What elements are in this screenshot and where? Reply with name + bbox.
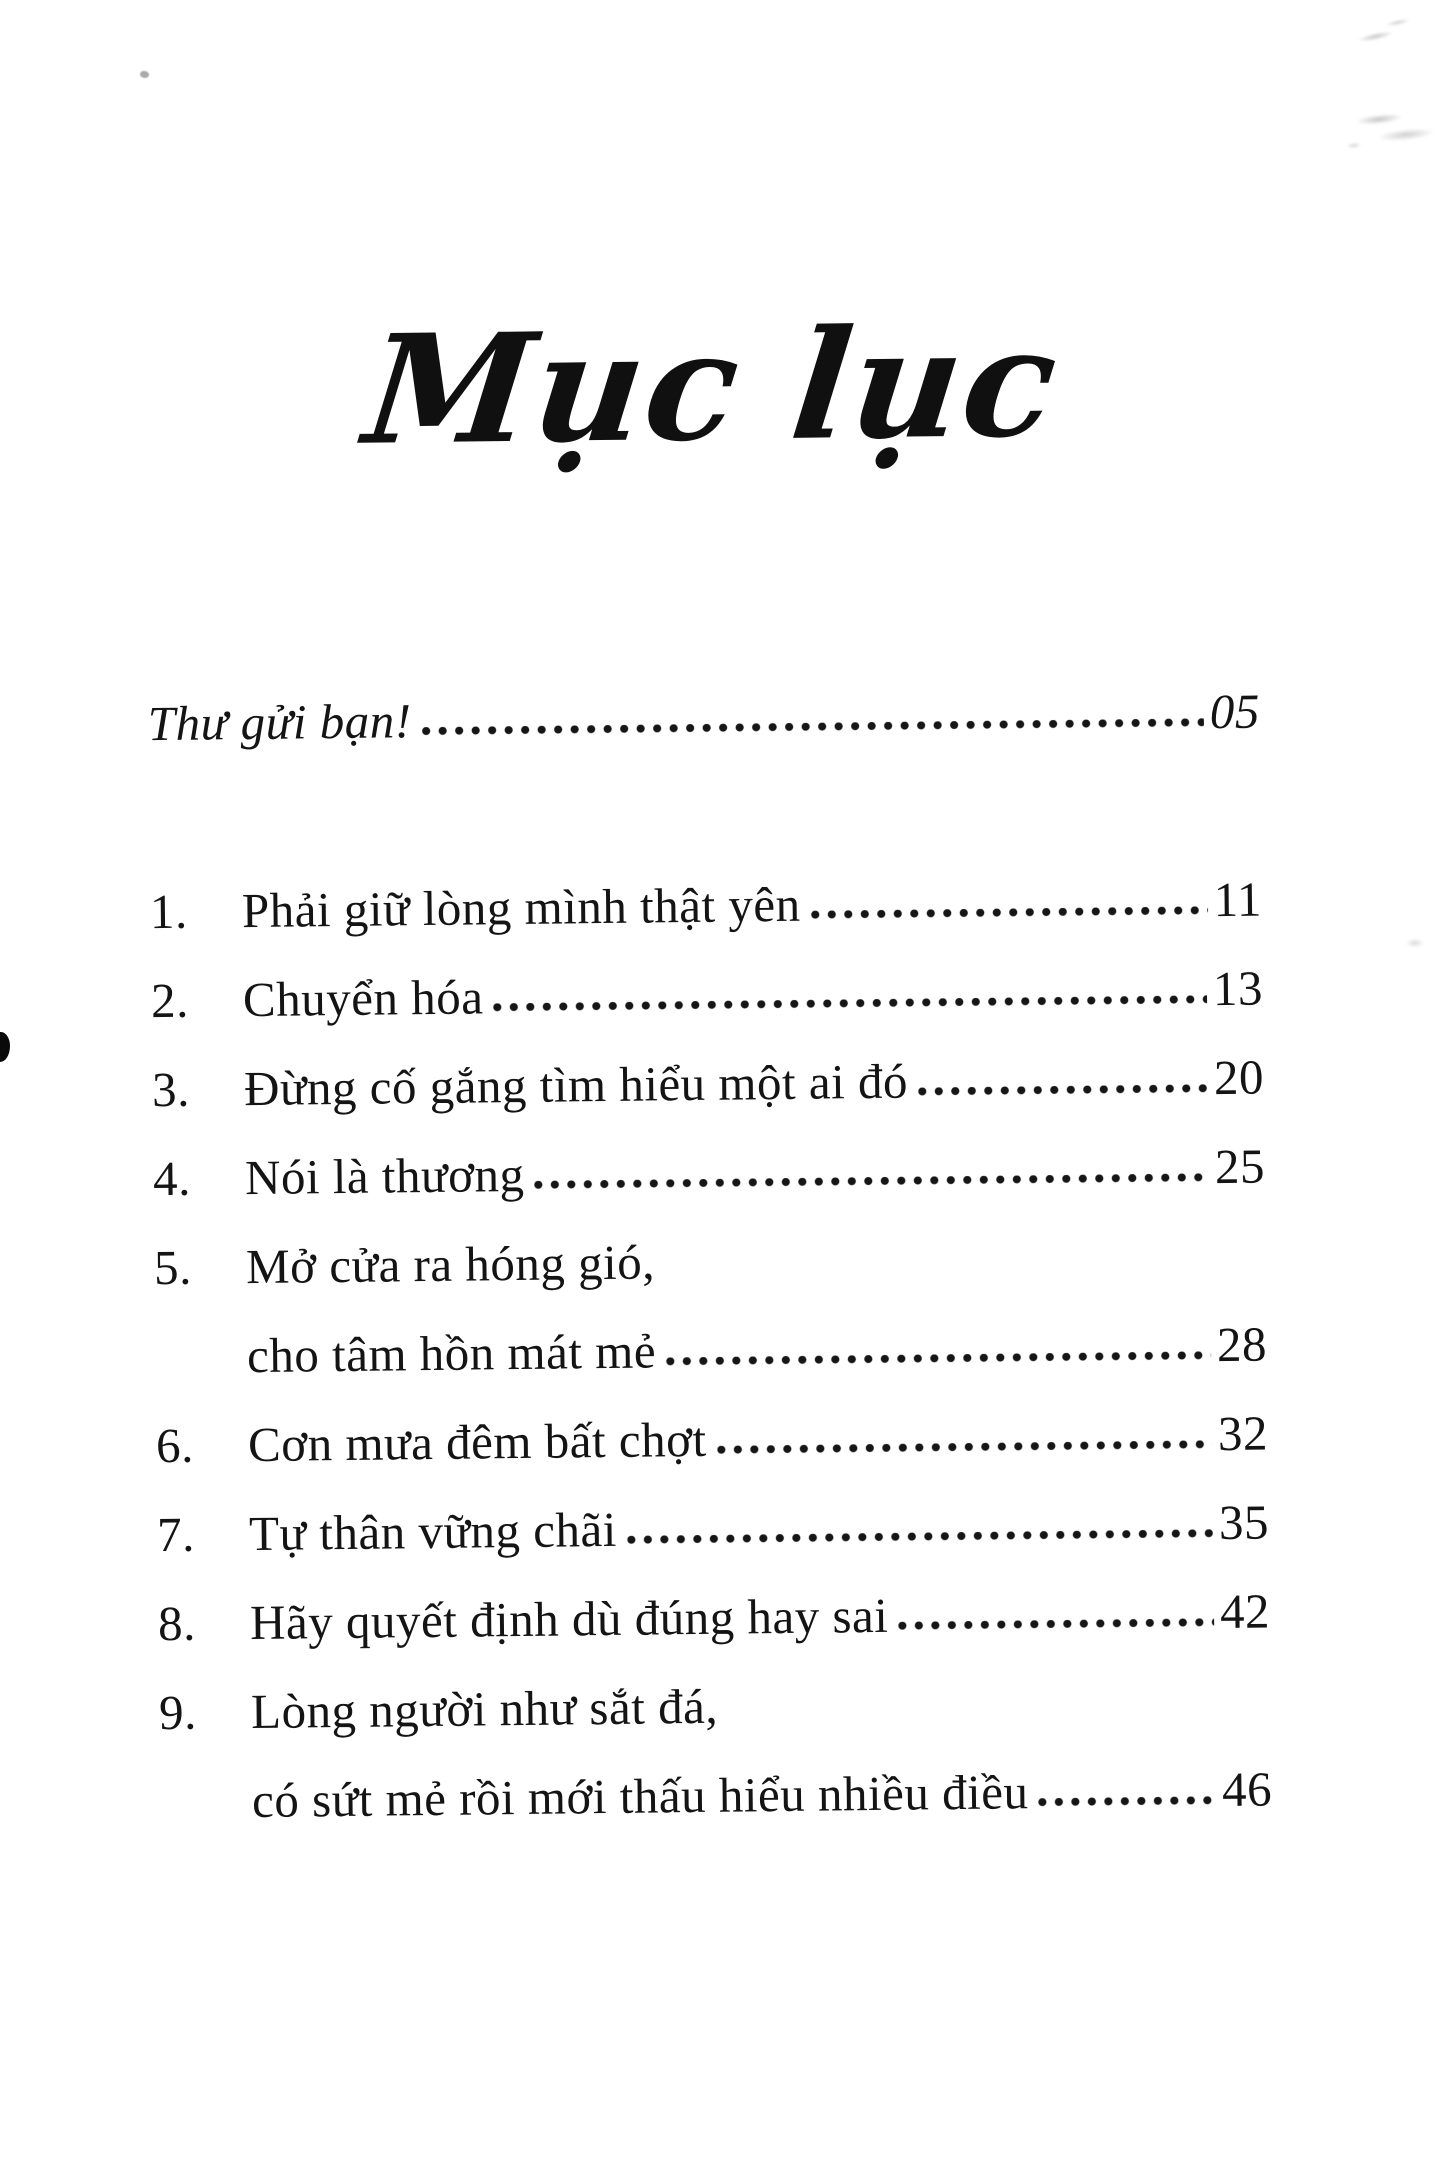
toc-entry-page-number: 20 [1213, 1049, 1265, 1106]
toc-entry-page-number: 13 [1212, 960, 1264, 1017]
toc-entry-number: 8. [157, 1595, 197, 1652]
toc-entry-line [158, 1582, 1271, 1684]
toc-entry-title: Tự thân vững chãi [248, 1501, 618, 1562]
table-of-contents [148, 683, 1273, 1863]
toc-entry-title: Nói là thương [244, 1146, 525, 1206]
toc-entry-number [155, 1372, 247, 1373]
toc-entry-line [152, 1049, 1265, 1151]
toc-entry-number: 6. [155, 1417, 195, 1474]
toc-entry-page-number: 11 [1213, 871, 1263, 928]
toc-entry-page-number: 42 [1219, 1583, 1271, 1640]
toc-entry-page-number: 25 [1214, 1138, 1266, 1195]
dot-leader [627, 1529, 1213, 1546]
toc-entry-line [159, 1671, 1272, 1773]
dot-leader [898, 1618, 1214, 1632]
toc-entry-title: Chuyển hóa [242, 969, 484, 1028]
toc-entry-number [160, 1817, 252, 1818]
dot-leader [535, 1173, 1210, 1191]
toc-preamble-page-number: 05 [1209, 683, 1261, 740]
toc-entry-number: 5. [153, 1239, 193, 1296]
toc-entry-number: 9. [158, 1684, 198, 1741]
dot-leader [1038, 1796, 1216, 1808]
dot-leader [717, 1440, 1213, 1456]
toc-entry-line [156, 1405, 1269, 1507]
toc-entry-title: cho tâm hồn mát mẻ [246, 1323, 657, 1384]
toc-entry-line [157, 1493, 1270, 1595]
toc-entry-line [151, 960, 1264, 1062]
toc-entry-number: 4. [152, 1150, 192, 1207]
toc-entries [150, 871, 1273, 1863]
dot-leader [918, 1084, 1208, 1097]
toc-entry-number: 1. [149, 883, 189, 940]
toc-entry-title: Hãy quyết định dù đúng hay sai [249, 1587, 889, 1651]
toc-entry-title: Phải giữ lòng mình thật yên [241, 876, 801, 939]
toc-entry-title: Mở cửa ra hóng gió, [245, 1234, 656, 1295]
toc-entry-line [160, 1760, 1273, 1862]
toc-preamble-row [148, 683, 1261, 788]
dot-leader [811, 906, 1208, 921]
toc-entry-title: Lòng người như sắt đá, [250, 1678, 719, 1740]
toc-entry-title: Đừng cố gắng tìm hiểu một ai đó [243, 1053, 909, 1117]
toc-entry-title: có sứt mẻ rồi mới thấu hiểu nhiều điều [251, 1764, 1029, 1829]
toc-entry-page-number: 32 [1217, 1405, 1269, 1462]
dot-leader [422, 718, 1204, 737]
toc-entry-line [150, 871, 1263, 973]
dot-leader [666, 1351, 1211, 1367]
toc-entry-page-number: 28 [1216, 1316, 1268, 1373]
toc-entry-line [153, 1138, 1266, 1240]
toc-entry-page-number: 35 [1218, 1494, 1270, 1551]
dot-leader [493, 995, 1207, 1013]
toc-entry-page-number: 46 [1221, 1761, 1273, 1818]
toc-entry-line [154, 1227, 1267, 1329]
toc-entry-line [155, 1316, 1268, 1418]
toc-entry-title: Cơn mưa đêm bất chợt [247, 1411, 707, 1473]
toc-preamble-label: Thư gửi bạn! [147, 693, 412, 752]
toc-entry-number: 2. [150, 972, 190, 1029]
toc-entry-number: 3. [151, 1061, 191, 1118]
toc-entry-number: 7. [156, 1506, 196, 1563]
page-title: Mục lục [357, 294, 1067, 479]
